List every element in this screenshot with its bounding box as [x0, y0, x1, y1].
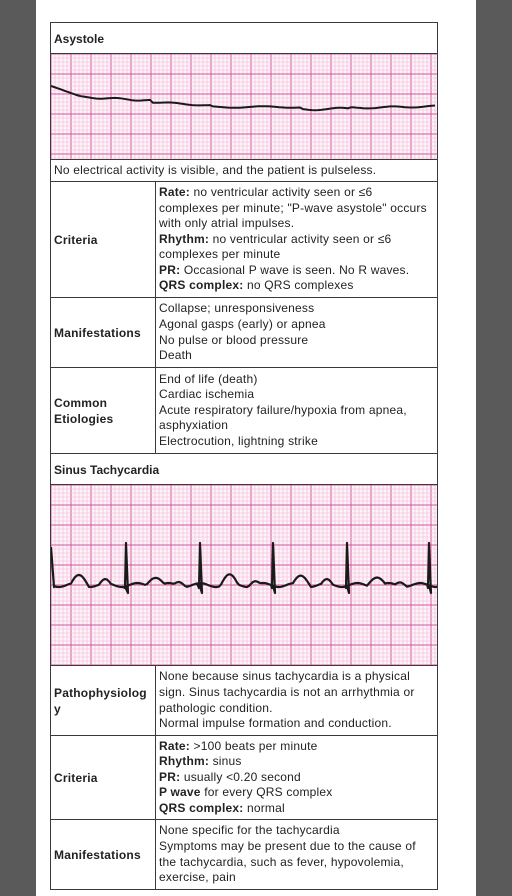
rhythm-reference-document: [50, 22, 437, 890]
section-title-asystole: Asystole: [51, 23, 438, 54]
row-label-criteria-tachy: Criteria: [51, 736, 156, 820]
row-label-etiologies: Common Etiologies: [51, 368, 156, 454]
row-value-pathophysiology: None because sinus tachycardia is a physical sign. Sinus tachycardia is not an arrhythmia or pathologic condition. Normal impulse formation and conduction.: [156, 666, 438, 736]
row-value-criteria-tachy: Rate: >100 beats per minute Rhythm: sinus PR: usually <0.20 second P wave for every QRS complex QRS complex: normal: [156, 736, 438, 820]
value-line: Rate: no ventricular activity seen or ≤6 complexes per minute; "P-wave asystole" occurs with only atrial impulses.: [159, 184, 427, 231]
row-value-etiologies: End of life (death) Cardiac ischemia Acute respiratory failure/hypoxia from apnea, asphyxiation Electrocution, lightning strike: [156, 368, 438, 454]
row-value-manifestations: Collapse; unresponsiveness Agonal gasps (early) or apnea No pulse or blood pressure Death: [156, 298, 438, 368]
row-value-criteria: [156, 182, 438, 298]
row-label-pathophysiology: Pathophysiology: [51, 666, 156, 736]
row-label-manifestations-tachy: Manifestations: [51, 820, 156, 890]
value-line: Rhythm: no ventricular activity seen or ≤6 complexes per minute: [159, 231, 392, 262]
ecg-strip-sinus-tachycardia-image: [51, 485, 437, 665]
section-title-sinus-tachycardia: Sinus Tachycardia: [51, 454, 438, 485]
value-line: QRS complex: no QRS complexes: [159, 278, 354, 293]
rhythm-table: [50, 22, 438, 890]
ecg-strip-asystole-image: [51, 54, 437, 159]
row-label-manifestations: Manifestations: [51, 298, 156, 368]
ecg-strip-asystole: [51, 54, 438, 160]
ecg-strip-sinus-tachycardia: [51, 485, 438, 666]
caption-asystole: No electrical activity is visible, and the patient is pulseless.: [51, 160, 438, 182]
row-value-manifestations-tachy: None specific for the tachycardia Symptoms may be present due to the cause of the tachycardia, such as fever, hypovolemia, exercise, pain: [156, 820, 438, 890]
value-line: PR: Occasional P wave is seen. No R waves.: [159, 262, 410, 277]
row-label-criteria: Criteria: [51, 182, 156, 298]
